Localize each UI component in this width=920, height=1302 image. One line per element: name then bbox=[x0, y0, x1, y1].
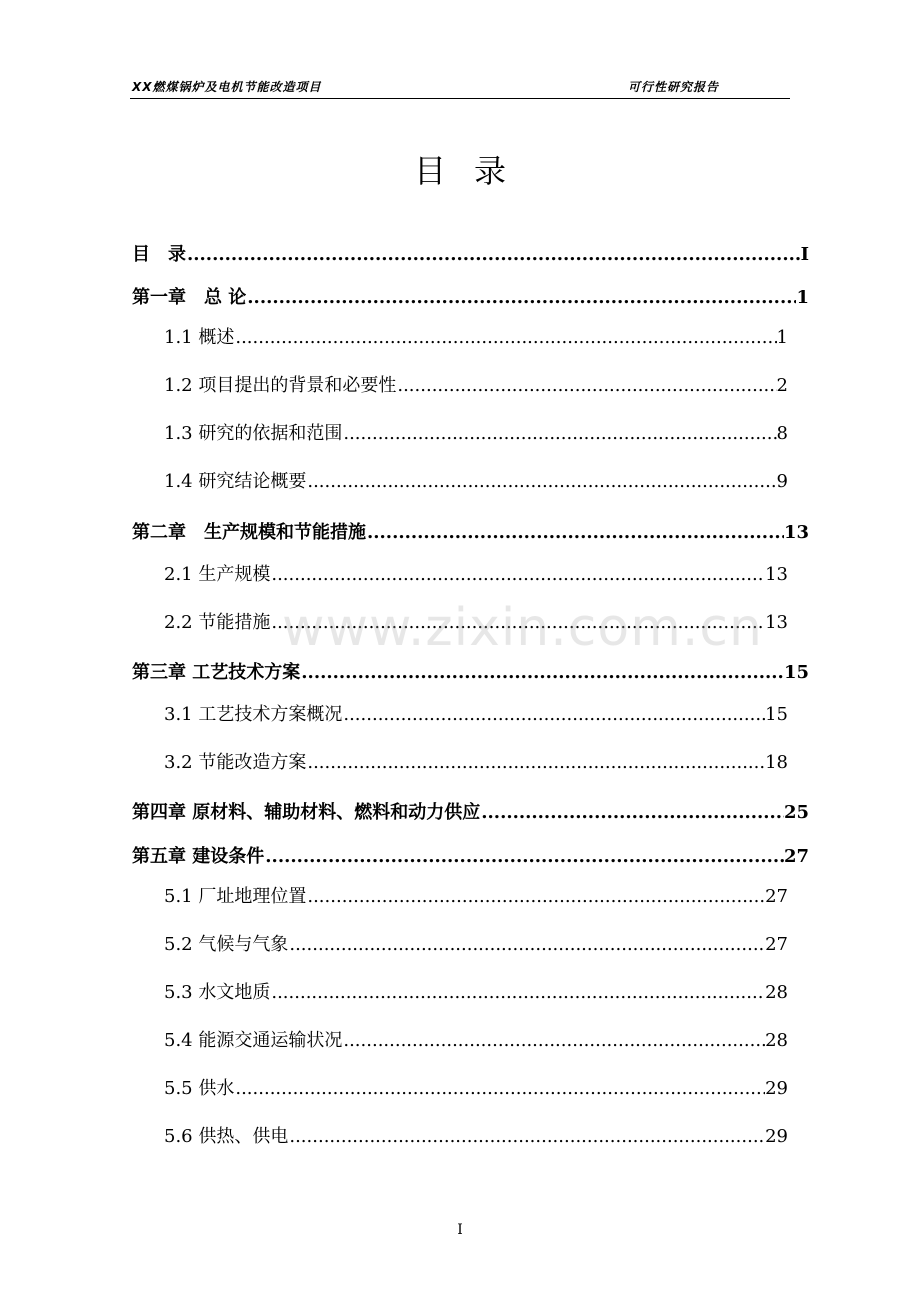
toc-dot-leader bbox=[270, 611, 765, 635]
toc-entry[interactable] bbox=[164, 611, 788, 635]
toc-entry[interactable] bbox=[132, 661, 809, 685]
toc-dot-leader bbox=[396, 374, 776, 398]
page-title: 目录 bbox=[413, 152, 534, 190]
toc-dot-leader bbox=[270, 563, 765, 587]
toc-entry-label: 5.2 气候与气象 bbox=[164, 934, 289, 955]
toc-dot-leader bbox=[366, 521, 784, 545]
toc-entry-label: 2.2 节能措施 bbox=[164, 612, 271, 633]
toc-entry[interactable] bbox=[132, 801, 809, 825]
toc-dot-leader bbox=[264, 845, 784, 869]
toc-entry-page: 1 bbox=[776, 327, 788, 348]
toc-entry-label: 2.1 生产规模 bbox=[164, 564, 271, 585]
toc-entry[interactable] bbox=[164, 933, 788, 957]
toc-entry-label: 第三章 工艺技术方案 bbox=[132, 662, 301, 683]
toc-entry-page: 1 bbox=[796, 287, 809, 308]
toc-entry-label: 3.1 工艺技术方案概况 bbox=[164, 704, 343, 725]
toc-entry-label: 第五章 建设条件 bbox=[132, 846, 265, 867]
toc-entry-page: 13 bbox=[765, 612, 788, 633]
toc-entry[interactable] bbox=[164, 326, 788, 350]
toc-dot-leader bbox=[480, 801, 784, 825]
toc-entry[interactable] bbox=[164, 422, 788, 446]
toc-dot-leader bbox=[234, 1077, 765, 1101]
toc-entry-page: 27 bbox=[783, 846, 809, 867]
toc-entry-label: 第一章 总 论 bbox=[132, 287, 247, 308]
toc-entry-label: 3.2 节能改造方案 bbox=[164, 752, 307, 773]
toc-entry-label: 目 录 bbox=[132, 244, 186, 265]
toc-entry-label: 1.3 研究的依据和范围 bbox=[164, 423, 343, 444]
toc-entry-label: 5.1 厂址地理位置 bbox=[164, 886, 307, 907]
footer-page-number: I bbox=[457, 1222, 463, 1238]
toc-entry-page: 28 bbox=[765, 982, 788, 1003]
toc-dot-leader bbox=[288, 933, 765, 957]
toc-dot-leader bbox=[306, 751, 765, 775]
toc-dot-leader bbox=[342, 703, 765, 727]
toc-entry[interactable] bbox=[132, 521, 809, 545]
toc-entry-page: 25 bbox=[783, 802, 809, 823]
toc-entry-page: 27 bbox=[765, 934, 788, 955]
toc-entry[interactable] bbox=[164, 470, 788, 494]
toc-entry[interactable] bbox=[164, 1125, 788, 1149]
toc-entry-page: 27 bbox=[765, 886, 788, 907]
toc-entry-label: 5.6 供热、供电 bbox=[164, 1126, 289, 1147]
toc-dot-leader bbox=[186, 243, 801, 267]
toc-entry-page: 13 bbox=[765, 564, 788, 585]
page-header-left: XX燃煤锅炉及电机节能改造项目 bbox=[132, 80, 322, 94]
toc-entry-label: 5.3 水文地质 bbox=[164, 982, 271, 1003]
toc-entry[interactable] bbox=[164, 563, 788, 587]
toc-entry-page: 28 bbox=[765, 1030, 788, 1051]
toc-entry[interactable] bbox=[132, 243, 809, 267]
toc-entry-label: 第二章 生产规模和节能措施 bbox=[132, 522, 366, 543]
toc-entry-label: 第四章 原材料、辅助材料、燃料和动力供应 bbox=[132, 802, 481, 823]
toc-entry-page: 15 bbox=[765, 704, 788, 725]
toc-entry[interactable] bbox=[164, 751, 788, 775]
toc-dot-leader bbox=[288, 1125, 765, 1149]
toc-entry-label: 5.4 能源交通运输状况 bbox=[164, 1030, 343, 1051]
toc-dot-leader bbox=[306, 885, 765, 909]
toc-entry-label: 1.2 项目提出的背景和必要性 bbox=[164, 375, 397, 396]
toc-entry[interactable] bbox=[164, 885, 788, 909]
toc-entry-page: 29 bbox=[765, 1078, 788, 1099]
toc-entry-page: I bbox=[800, 244, 809, 265]
watermark: www.zixin.com.cn bbox=[282, 598, 763, 658]
toc-entry-label: 1.4 研究结论概要 bbox=[164, 471, 307, 492]
toc-entry-label: 1.1 概述 bbox=[164, 327, 235, 348]
toc-entry-page: 13 bbox=[783, 522, 809, 543]
toc-dot-leader bbox=[342, 1029, 765, 1053]
toc-entry[interactable] bbox=[164, 374, 788, 398]
toc-entry[interactable] bbox=[164, 1077, 788, 1101]
toc-dot-leader bbox=[270, 981, 765, 1005]
toc-entry[interactable] bbox=[164, 981, 788, 1005]
toc-entry[interactable] bbox=[132, 845, 809, 869]
toc-entry-page: 9 bbox=[776, 471, 788, 492]
toc-entry[interactable] bbox=[164, 703, 788, 727]
toc-dot-leader bbox=[234, 326, 776, 350]
toc-entry[interactable] bbox=[164, 1029, 788, 1053]
header-divider bbox=[130, 98, 790, 99]
toc-entry-page: 8 bbox=[776, 423, 788, 444]
page-header-right: 可行性研究报告 bbox=[628, 80, 720, 94]
toc-entry-page: 18 bbox=[765, 752, 788, 773]
toc-dot-leader bbox=[246, 286, 796, 310]
toc-entry-label: 5.5 供水 bbox=[164, 1078, 235, 1099]
toc-dot-leader bbox=[306, 470, 776, 494]
toc-entry-page: 29 bbox=[765, 1126, 788, 1147]
toc-dot-leader bbox=[300, 661, 784, 685]
toc-entry[interactable] bbox=[132, 286, 809, 310]
toc-entry-page: 15 bbox=[783, 662, 809, 683]
toc-entry-page: 2 bbox=[776, 375, 788, 396]
toc-dot-leader bbox=[342, 422, 776, 446]
